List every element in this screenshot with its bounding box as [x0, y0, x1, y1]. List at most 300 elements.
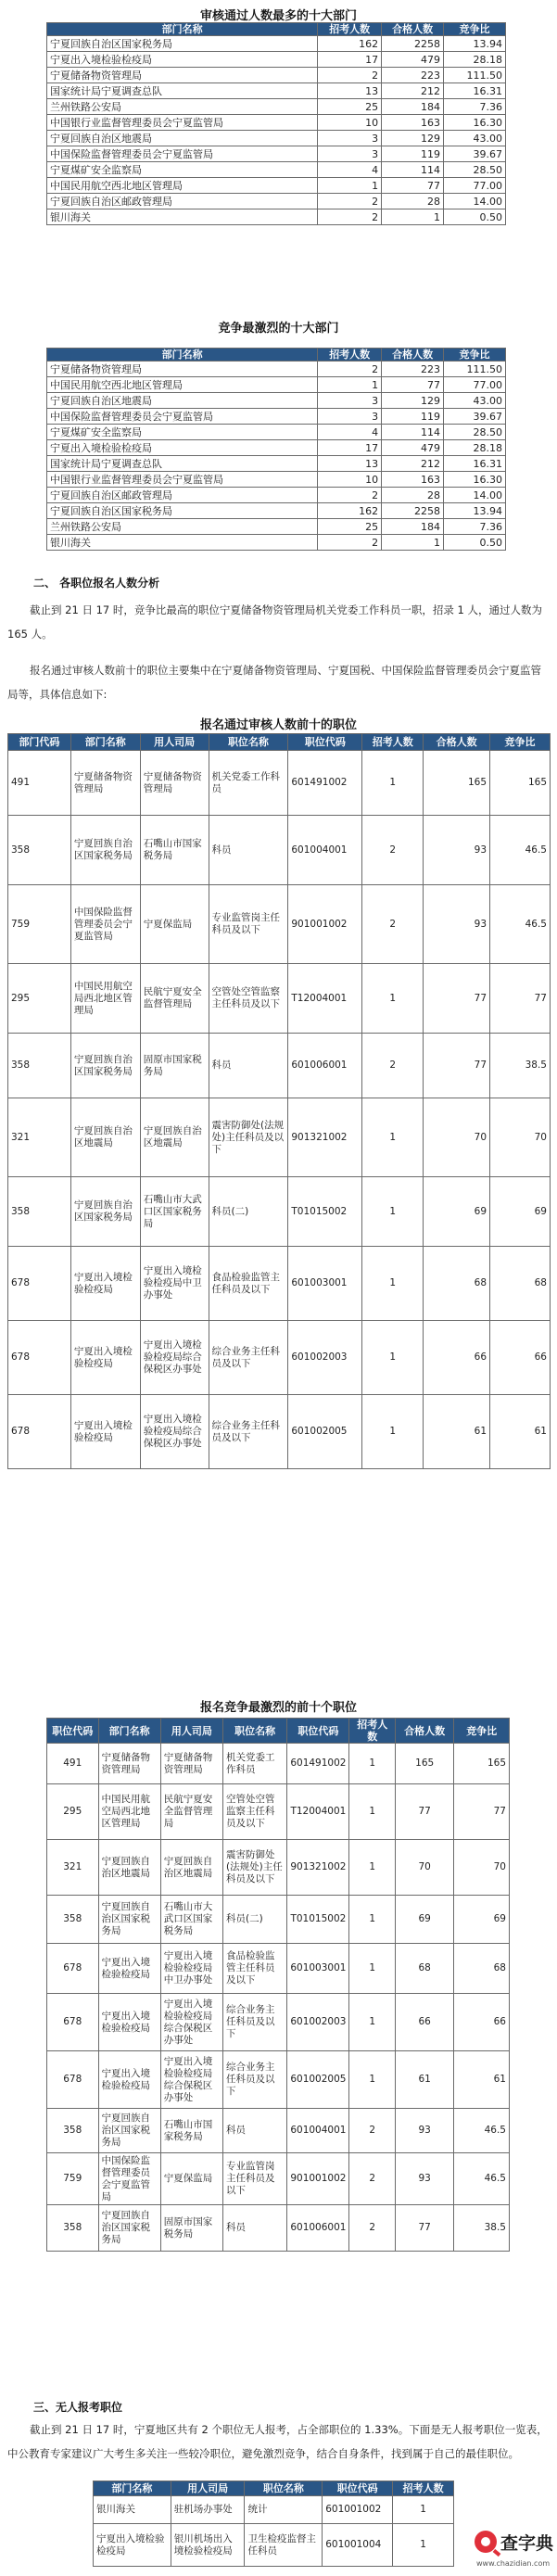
table-cell: 宁夏出入境检验检疫局中卫办事处	[160, 1944, 222, 1994]
table-row	[47, 2205, 510, 2252]
table-cell: 165	[454, 1744, 510, 1784]
table-cell: 17	[318, 52, 382, 68]
table-cell: 民航宁夏安全监督管理局	[140, 964, 209, 1034]
section3-heading: 三、无人报考职位	[33, 2401, 123, 2414]
table-cell: 601002005	[287, 2051, 349, 2109]
table-cell: 601491002	[287, 1744, 349, 1784]
table-cell: 石嘴山市大武口区国家税务局	[160, 1896, 222, 1944]
table-cell: 678	[8, 1321, 71, 1395]
table-cell: 3	[318, 409, 382, 425]
table-cell: 3	[318, 393, 382, 409]
chazidian-logo	[473, 2519, 554, 2573]
header-cell: 职位代码	[323, 2481, 393, 2496]
table-cell: 46.5	[490, 885, 551, 964]
table-cell: 358	[8, 1177, 71, 1247]
table-cell: 中国民用航空局西北地区管理局	[70, 964, 140, 1034]
table-cell: 77.00	[444, 178, 506, 194]
table-cell: 卫生检疫监督主任科员	[245, 2524, 323, 2567]
table-cell: 2	[349, 2205, 396, 2252]
table-cell: 2	[318, 488, 382, 503]
table-cell: 111.50	[444, 68, 506, 83]
section2-paragraph-1: 截止到 21 日 17 时，竞争比最高的职位宁夏储备物资管理局机关党委工作科员一职，招录 1 人，通过人数为 165 人。	[7, 603, 543, 641]
table-cell: 678	[8, 1247, 71, 1321]
table-row	[47, 68, 506, 83]
header-cell: 合格人数	[424, 734, 490, 751]
table-cell: 驻机场办事处	[171, 2496, 245, 2524]
table-cell: 43.00	[444, 131, 506, 146]
table-cell: 163	[382, 115, 444, 131]
table-row	[47, 503, 506, 519]
table-cell: T12004001	[287, 1784, 349, 1840]
table-cell: 17	[318, 440, 382, 456]
header-cell: 部门名称	[70, 734, 140, 751]
table-cell: 国家统计局宁夏调查总队	[47, 456, 318, 472]
table-cell: 678	[47, 1944, 99, 1994]
header-cell: 部门名称	[47, 349, 318, 362]
table-cell: 491	[47, 1744, 99, 1784]
table-cell: 宁夏回族自治区地震局	[70, 1098, 140, 1177]
table-cell: 宁夏储备物资管理局	[98, 1744, 160, 1784]
table-row	[47, 519, 506, 535]
table-row	[47, 393, 506, 409]
table-row	[8, 816, 551, 885]
table-cell: 212	[382, 456, 444, 472]
most-competitive-departments-table	[46, 348, 506, 551]
table-cell: 中国民用航空西北地区管理局	[47, 178, 318, 194]
table-row	[47, 162, 506, 178]
table-row	[94, 2496, 454, 2524]
table-cell: 3	[318, 131, 382, 146]
table-row	[47, 2051, 510, 2109]
table-row	[47, 456, 506, 472]
table-cell: 165	[490, 751, 551, 816]
table-cell: 28.50	[444, 162, 506, 178]
table-row	[8, 1034, 551, 1098]
table-cell: 38.5	[490, 1034, 551, 1098]
table-cell: 统计	[245, 2496, 323, 2524]
table2-title: 竞争最激烈的十大部门	[218, 322, 339, 336]
table-cell: 宁夏储备物资管理局	[70, 751, 140, 816]
table-cell: 77	[382, 377, 444, 393]
table-cell: 77.00	[444, 377, 506, 393]
table-row	[47, 209, 506, 225]
table-cell: 43.00	[444, 393, 506, 409]
table-cell: 601002003	[288, 1321, 362, 1395]
table-cell: 70	[454, 1840, 510, 1896]
table-cell: 69	[490, 1177, 551, 1247]
table-cell: 宁夏储备物资管理局	[47, 362, 318, 377]
table-cell: 宁夏出入境检验检疫局综合保税区办事处	[160, 1994, 222, 2051]
section3-paragraph: 截止到 21 日 17 时，宁夏地区共有 2 个职位无人报考，占全部职位的 1.33%。下面是无人报考职位一览表，中公教育专家建议广大考生多关注一些较冷职位，避免激烈竞争，结合自身条件，找到属于自己的最佳职位。	[7, 2423, 548, 2460]
header-cell: 招考人数	[349, 1719, 396, 1744]
table-cell: 1	[349, 1784, 396, 1840]
table-cell: 1	[362, 1177, 424, 1247]
table-cell: 28.18	[444, 52, 506, 68]
table-cell: 295	[47, 1784, 99, 1840]
table-cell: 2	[362, 1034, 424, 1098]
table-cell: 901321002	[288, 1098, 362, 1177]
most-competitive-positions-table	[46, 1718, 510, 2252]
table-cell: 93	[395, 2153, 453, 2205]
header-cell: 职位名称	[245, 2481, 323, 2496]
table-cell: 石嘴山市国家税务局	[160, 2109, 222, 2153]
table-cell: 银川海关	[94, 2496, 171, 2524]
table-cell: 46.5	[454, 2153, 510, 2205]
table-row	[47, 1784, 510, 1840]
table-cell: 70	[395, 1840, 453, 1896]
table-cell: 宁夏出入境检验检疫局	[98, 2051, 160, 2109]
table-cell: 901321002	[287, 1840, 349, 1896]
header-cell: 职位名称	[209, 734, 288, 751]
table-header-row	[47, 23, 506, 36]
header-cell: 用人司局	[140, 734, 209, 751]
table-row	[47, 2153, 510, 2205]
table-cell: 601002003	[287, 1994, 349, 2051]
table-cell: 中国银行业监督管理委员会宁夏监管局	[47, 115, 318, 131]
table-cell: 25	[318, 519, 382, 535]
table-cell: 184	[382, 99, 444, 115]
table-cell: 25	[318, 99, 382, 115]
table-cell: 114	[382, 162, 444, 178]
table-row	[8, 1177, 551, 1247]
table-cell: 16.30	[444, 472, 506, 488]
table-cell: 1	[362, 1098, 424, 1177]
table-cell: 358	[8, 1034, 71, 1098]
table-cell: 111.50	[444, 362, 506, 377]
table-cell: 601491002	[288, 751, 362, 816]
table-cell: 321	[47, 1840, 99, 1896]
table-cell: 678	[8, 1395, 71, 1469]
header-cell: 部门名称	[98, 1719, 160, 1744]
table-cell: 食品检验监管主任科员及以下	[223, 1944, 287, 1994]
table-cell: 7.36	[444, 99, 506, 115]
table-cell: 61	[454, 2051, 510, 2109]
table-cell: 石嘴山市国家税务局	[140, 816, 209, 885]
table-cell: 223	[382, 68, 444, 83]
table-cell: 66	[490, 1321, 551, 1395]
header-cell: 竞争比	[444, 23, 506, 36]
table-cell: 61	[424, 1395, 490, 1469]
table-cell: 77	[395, 1784, 453, 1840]
table-cell: 宁夏煤矿安全监察局	[47, 162, 318, 178]
table-cell: 国家统计局宁夏调查总队	[47, 83, 318, 99]
table-cell: 93	[395, 2109, 453, 2153]
table-cell: 宁夏回族自治区邮政管理局	[47, 488, 318, 503]
table-cell: 宁夏回族自治区地震局	[140, 1098, 209, 1177]
table-cell: 2258	[382, 36, 444, 52]
table-cell: 宁夏保监局	[140, 885, 209, 964]
table-row	[47, 131, 506, 146]
table-cell: 空管处空管监察主任科员及以下	[209, 964, 288, 1034]
table-cell: 16.31	[444, 456, 506, 472]
table-cell: 3	[318, 146, 382, 162]
header-cell: 职位代码	[287, 1719, 349, 1744]
table-cell: 综合业务主任科员及以下	[223, 2051, 287, 2109]
table-cell: 综合业务主任科员及以下	[223, 1994, 287, 2051]
table-cell: 1	[382, 535, 444, 551]
table-cell: 69	[395, 1896, 453, 1944]
table-cell: 358	[47, 2205, 99, 2252]
table-row	[47, 99, 506, 115]
table-cell: 中国保险监督管理委员会宁夏监管局	[47, 409, 318, 425]
header-cell: 招考人数	[318, 349, 382, 362]
table-row	[47, 1944, 510, 1994]
table-cell: 13.94	[444, 503, 506, 519]
table-cell: 70	[490, 1098, 551, 1177]
table4-title: 报名竞争最激烈的前十个职位	[199, 1701, 357, 1715]
table-cell: 宁夏出入境检验检疫局综合保税区办事处	[160, 2051, 222, 2109]
header-cell: 合格人数	[382, 23, 444, 36]
table-cell: 1	[382, 209, 444, 225]
header-cell: 竞争比	[444, 349, 506, 362]
table-cell: 14.00	[444, 194, 506, 209]
header-cell: 招考人数	[318, 23, 382, 36]
table-cell: 61	[395, 2051, 453, 2109]
table-cell: 16.30	[444, 115, 506, 131]
table-cell: 机关党委工作科员	[209, 751, 288, 816]
table-cell: 66	[454, 1994, 510, 2051]
table-cell: 1	[318, 377, 382, 393]
table-row	[47, 362, 506, 377]
table-cell: 中国保险监督管理委员会宁夏监管局	[47, 146, 318, 162]
table-cell: 银川机场出入境检验检疫局	[171, 2524, 245, 2567]
table-cell: 0.50	[444, 535, 506, 551]
table-cell: 1	[362, 1321, 424, 1395]
table-cell: 宁夏出入境检验检疫局	[98, 1944, 160, 1994]
table-row	[47, 425, 506, 440]
table-cell: 兰州铁路公安局	[47, 99, 318, 115]
table-cell: 宁夏出入境检验检疫局综合保税区办事处	[140, 1395, 209, 1469]
table-cell: 1	[349, 2051, 396, 2109]
table-cell: 46.5	[490, 816, 551, 885]
table-cell: 科员	[209, 1034, 288, 1098]
table-cell: 中国民用航空局西北地区管理局	[98, 1784, 160, 1840]
table-row	[47, 1744, 510, 1784]
table-cell: 宁夏出入境检验检疫局	[47, 52, 318, 68]
table-cell: 66	[395, 1994, 453, 2051]
table-cell: 759	[47, 2153, 99, 2205]
table-cell: 10	[318, 472, 382, 488]
table-row	[47, 1896, 510, 1944]
table-cell: 宁夏回族自治区国家税务局	[98, 2109, 160, 2153]
table-cell: 民航宁夏安全监督管理局	[160, 1784, 222, 1840]
table-cell: 科员(二)	[209, 1177, 288, 1247]
table-cell: 1	[349, 1744, 396, 1784]
table-cell: 163	[382, 472, 444, 488]
table-cell: 223	[382, 362, 444, 377]
table-row	[47, 535, 506, 551]
table-cell: 162	[318, 36, 382, 52]
table-cell: 601001004	[323, 2524, 393, 2567]
table-row	[47, 178, 506, 194]
table-cell: 38.5	[454, 2205, 510, 2252]
table-cell: 601004001	[288, 816, 362, 885]
table-row	[94, 2524, 454, 2567]
table-cell: 28.50	[444, 425, 506, 440]
table-row	[47, 409, 506, 425]
table-cell: 2258	[382, 503, 444, 519]
table-cell: 科员	[223, 2109, 287, 2153]
table-cell: 2	[362, 816, 424, 885]
header-cell: 用人司局	[171, 2481, 245, 2496]
table-row	[47, 472, 506, 488]
table-cell: 固原市国家税务局	[140, 1034, 209, 1098]
no-applicant-positions-table	[93, 2481, 454, 2567]
table-cell: 宁夏回族自治区地震局	[160, 1840, 222, 1896]
table-row	[47, 377, 506, 393]
table-cell: 601002005	[288, 1395, 362, 1469]
table-cell: 77	[424, 1034, 490, 1098]
table-cell: 宁夏储备物资管理局	[47, 68, 318, 83]
table-cell: 358	[47, 1896, 99, 1944]
table-cell: 93	[424, 885, 490, 964]
table-cell: 固原市国家税务局	[160, 2205, 222, 2252]
table-row	[47, 1840, 510, 1896]
table-row	[47, 2109, 510, 2153]
table-cell: 空管处空管监察主任科员及以下	[223, 1784, 287, 1840]
table-header-row	[94, 2481, 454, 2496]
table-cell: 68	[424, 1247, 490, 1321]
table-cell: 科员	[223, 2205, 287, 2252]
table-header-row	[47, 349, 506, 362]
table-cell: 70	[424, 1098, 490, 1177]
table-cell: 专业监管岗主任科员及以下	[209, 885, 288, 964]
table-cell: 68	[454, 1944, 510, 1994]
table-row	[47, 194, 506, 209]
top-approved-departments-table	[46, 22, 506, 225]
table-cell: 16.31	[444, 83, 506, 99]
table-cell: 46.5	[454, 2109, 510, 2153]
table-cell: T01015002	[288, 1177, 362, 1247]
table-cell: 77	[490, 964, 551, 1034]
table-cell: 28	[382, 488, 444, 503]
table-cell: 震害防御处(法规处)主任科员及以下	[209, 1098, 288, 1177]
table-cell: 162	[318, 503, 382, 519]
table-cell: 68	[395, 1944, 453, 1994]
table-cell: 宁夏回族自治区国家税务局	[98, 1896, 160, 1944]
table-cell: 14.00	[444, 488, 506, 503]
table-row	[8, 1321, 551, 1395]
table-row	[47, 440, 506, 456]
header-cell: 竞争比	[454, 1719, 510, 1744]
table-cell: 77	[424, 964, 490, 1034]
table-row	[8, 751, 551, 816]
table-row	[47, 1994, 510, 2051]
table-cell: 中国民用航空西北地区管理局	[47, 377, 318, 393]
table-cell: 601004001	[287, 2109, 349, 2153]
table-cell: 食品检验监管主任科员及以下	[209, 1247, 288, 1321]
table-header-row	[47, 1719, 510, 1744]
table-cell: 901001002	[288, 885, 362, 964]
logo-url: www.chazidian.com	[476, 2559, 551, 2568]
table-cell: 宁夏储备物资管理局	[140, 751, 209, 816]
table-row	[8, 1247, 551, 1321]
header-cell: 招考人数	[393, 2481, 454, 2496]
table-cell: 479	[382, 52, 444, 68]
table-cell: 491	[8, 751, 71, 816]
table-cell: 0.50	[444, 209, 506, 225]
section2-paragraph-2: 报名通过审核人数前十的职位主要集中在宁夏储备物资管理局、宁夏国税、中国保险监督管理委员会宁夏监管局等，具体信息如下:	[7, 664, 541, 701]
table-cell: T01015002	[287, 1896, 349, 1944]
header-cell: 合格人数	[395, 1719, 453, 1744]
table-cell: 4	[318, 162, 382, 178]
table-cell: 银川海关	[47, 209, 318, 225]
table-cell: 77	[454, 1784, 510, 1840]
table-cell: 宁夏出入境检验检疫局	[70, 1395, 140, 1469]
table-cell: 601003001	[288, 1247, 362, 1321]
table-row	[8, 1395, 551, 1469]
table-cell: 678	[47, 2051, 99, 2109]
table-cell: 1	[349, 1896, 396, 1944]
table-cell: 759	[8, 885, 71, 964]
table-cell: 科员(二)	[223, 1896, 287, 1944]
table-cell: 901001002	[287, 2153, 349, 2205]
table-cell: 中国保险监督管理委员会宁夏监管局	[70, 885, 140, 964]
table-cell: T12004001	[288, 964, 362, 1034]
table-cell: 2	[318, 209, 382, 225]
header-cell: 招考人数	[362, 734, 424, 751]
logo-text: 查字典	[500, 2533, 554, 2554]
table-cell: 宁夏保监局	[160, 2153, 222, 2205]
table-cell: 2	[362, 885, 424, 964]
table-cell: 震害防御处(法规处)主任科员及以下	[223, 1840, 287, 1896]
table-row	[47, 115, 506, 131]
table-cell: 2	[349, 2153, 396, 2205]
table-cell: 2	[349, 2109, 396, 2153]
table-cell: 宁夏回族自治区国家税务局	[70, 816, 140, 885]
table-cell: 69	[454, 1896, 510, 1944]
table-cell: 中国银行业监督管理委员会宁夏监管局	[47, 472, 318, 488]
table-row	[47, 36, 506, 52]
table-cell: 1	[349, 1994, 396, 2051]
table-cell: 2	[318, 68, 382, 83]
table1-title: 审核通过人数最多的十大部门	[199, 9, 357, 23]
table-row	[8, 885, 551, 964]
table-cell: 1	[362, 1395, 424, 1469]
table-cell: 13.94	[444, 36, 506, 52]
table-cell: 13	[318, 456, 382, 472]
table-cell: 114	[382, 425, 444, 440]
table-cell: 宁夏出入境检验检疫局综合保税区办事处	[140, 1321, 209, 1395]
table-cell: 2	[318, 535, 382, 551]
table-cell: 宁夏回族自治区邮政管理局	[47, 194, 318, 209]
table-cell: 宁夏回族自治区国家税务局	[70, 1177, 140, 1247]
table-cell: 39.67	[444, 146, 506, 162]
table-cell: 77	[395, 2205, 453, 2252]
table3-title: 报名通过审核人数前十的职位	[199, 718, 357, 732]
table-cell: 7.36	[444, 519, 506, 535]
table-cell: 宁夏出入境检验检疫局	[94, 2524, 171, 2567]
table-cell: 212	[382, 83, 444, 99]
table-cell: 1	[362, 964, 424, 1034]
table-cell: 321	[8, 1098, 71, 1177]
table-row	[8, 964, 551, 1034]
table-cell: 专业监管岗主任科员及以下	[223, 2153, 287, 2205]
table-cell: 1	[393, 2496, 454, 2524]
table-cell: 678	[47, 1994, 99, 2051]
table-cell: 宁夏出入境检验检疫局中卫办事处	[140, 1247, 209, 1321]
table-cell: 银川海关	[47, 535, 318, 551]
table-cell: 93	[424, 816, 490, 885]
table-cell: 2	[318, 362, 382, 377]
table-cell: 295	[8, 964, 71, 1034]
table-cell: 601006001	[287, 2205, 349, 2252]
table-cell: 61	[490, 1395, 551, 1469]
table-cell: 综合业务主任科员及以下	[209, 1321, 288, 1395]
section2-heading: 二、 各职位报名人数分析	[33, 577, 160, 590]
table-cell: 1	[362, 1247, 424, 1321]
table-cell: 宁夏回族自治区地震局	[47, 131, 318, 146]
